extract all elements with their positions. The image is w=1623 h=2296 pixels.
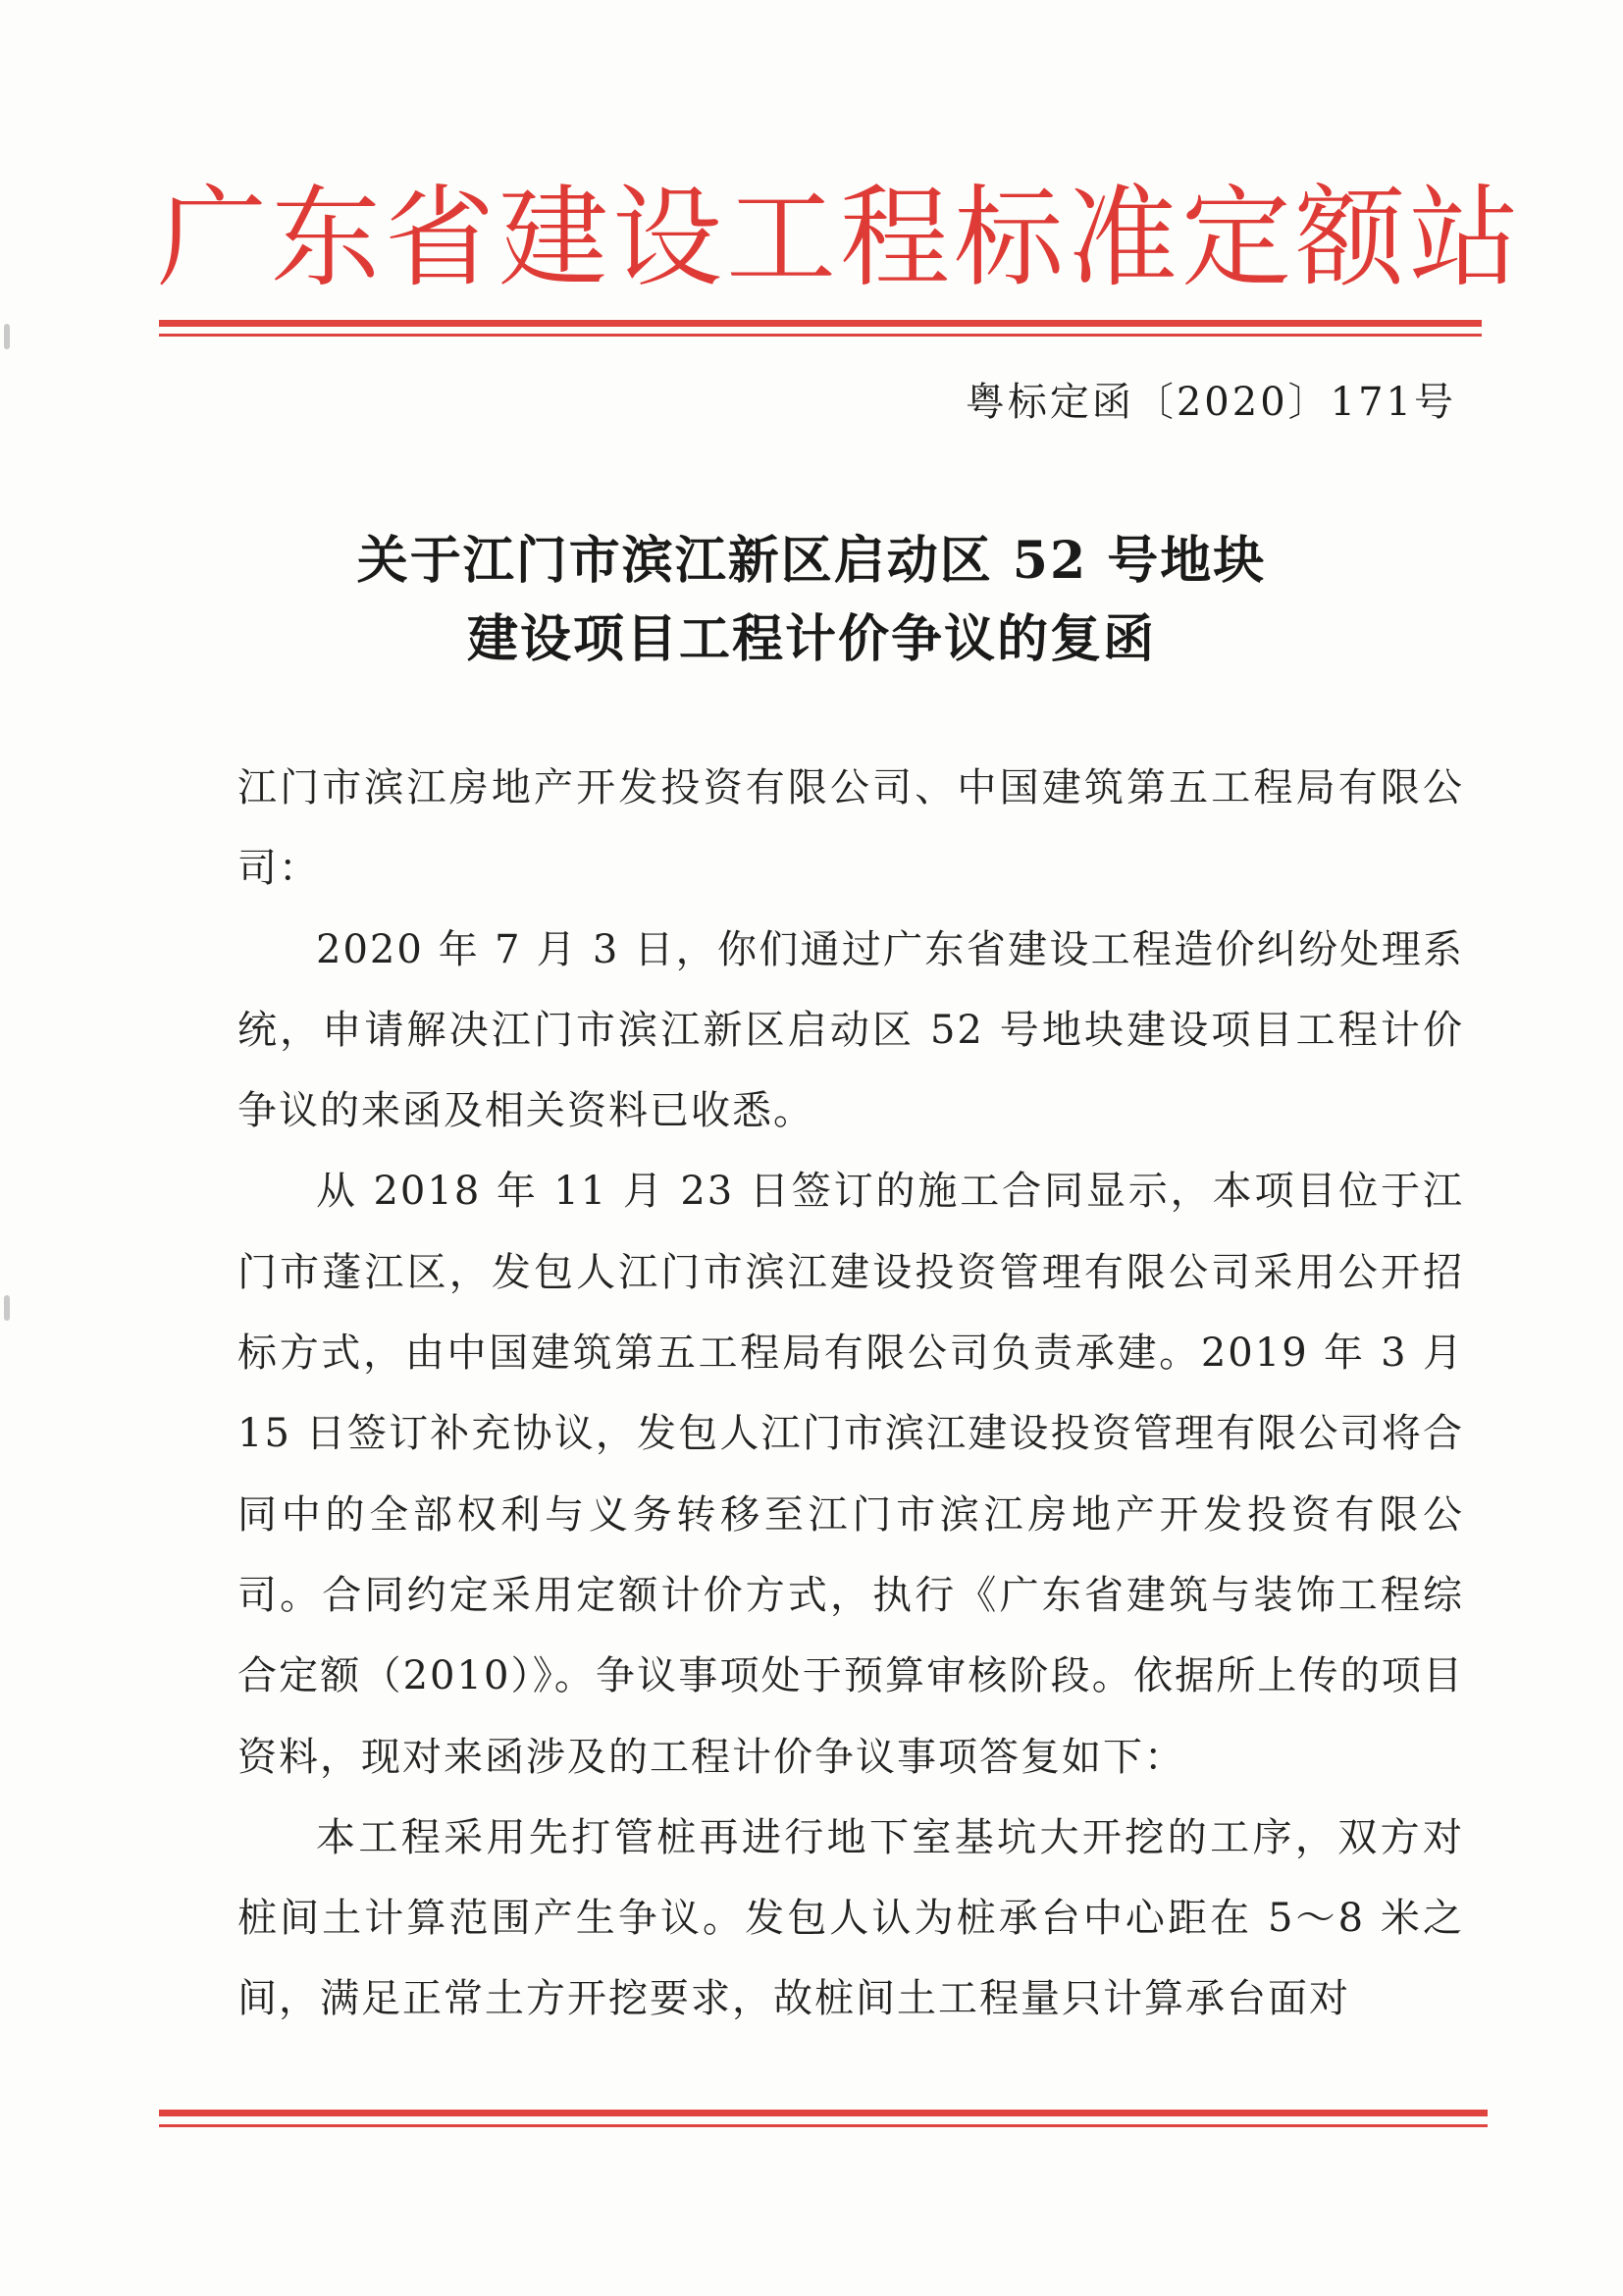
footer-rule-thick	[159, 2110, 1488, 2116]
footer-rule-thin	[159, 2124, 1488, 2127]
header-rule-thick	[159, 320, 1482, 327]
body-paragraph-2: 从 2018 年 11 月 23 日签订的施工合同显示，本项目位于江门市蓬江区，发包人江门市滨江建设投资管理有限公司采用公开招标方式，由中国建筑第五工程局有限公司负责承建。2019 年 3 月 15 日签订补充协议，发包人江门市滨江建设投资管理有限公司将合同中的全部权利与义务转移至江门市滨江房地产开发投资有限公司。合同约定采用定额计价方式，执行《广东省建筑与装饰工程综合定额（2010）》。争议事项处于预算审核阶段。依据所上传的项目资料，现对来函涉及的工程计价争议事项答复如下：	[237, 1169, 1464, 1780]
header-rule-thin	[159, 334, 1482, 337]
body-paragraph-1: 2020 年 7 月 3 日，你们通过广东省建设工程造价纠纷处理系统，申请解决江门市滨江新区启动区 52 号地块建设项目工程计价争议的来函及相关资料已收悉。	[237, 926, 1464, 1134]
title-line-2: 建设项目工程计价争议的复函	[466, 609, 1156, 669]
letter-body	[237, 748, 1464, 2040]
document-number: 粤标定函〔2020〕171号	[965, 380, 1456, 425]
binding-hole-mark	[4, 324, 10, 349]
letterhead-org-name: 广东省建设工程标准定额站	[157, 175, 1523, 302]
title-line-1: 关于江门市滨江新区启动区 52 号地块	[356, 531, 1267, 591]
binding-hole-mark	[4, 1295, 10, 1321]
body-paragraph-3: 本工程采用先打管桩再进行地下室基坑大开挖的工序，双方对桩间土计算范围产生争议。发包人认为桩承台中心距在 5～8 米之间，满足正常土方开挖要求，故桩间土工程量只计算承台面对	[237, 1814, 1464, 2022]
salutation: 江门市滨江房地产开发投资有限公司、中国建筑第五工程局有限公司：	[237, 765, 1464, 892]
